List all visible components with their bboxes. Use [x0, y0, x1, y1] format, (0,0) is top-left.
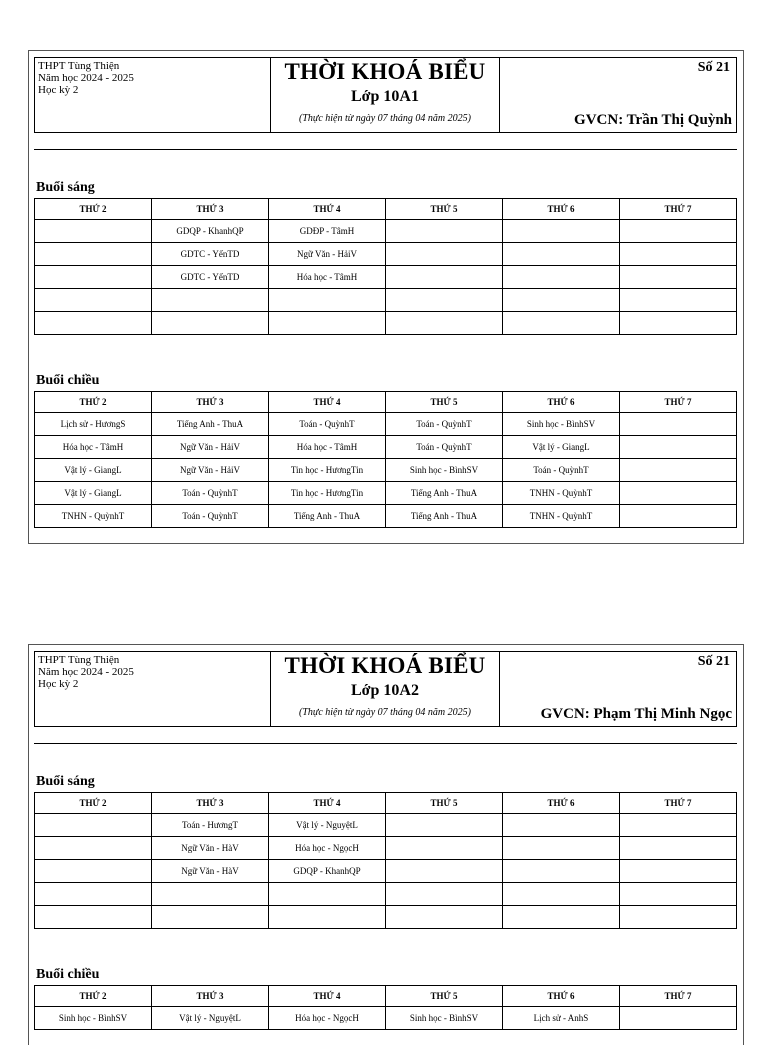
lesson-cell: TNHN - QuỳnhT [503, 482, 620, 505]
lesson-cell [503, 906, 620, 929]
lesson-cell [620, 837, 737, 860]
afternoon-schedule-table [34, 391, 737, 528]
day-header: THỨ 6 [503, 199, 620, 220]
table-header-row [35, 986, 737, 1007]
lesson-cell [620, 436, 737, 459]
lesson-cell: Hóa học - NgọcH [269, 1007, 386, 1030]
lesson-cell [35, 906, 152, 929]
table-row [35, 814, 737, 837]
lesson-cell: Sinh học - BìnhSV [503, 413, 620, 436]
morning-schedule-table [34, 792, 737, 929]
lesson-cell [35, 220, 152, 243]
lesson-cell [269, 289, 386, 312]
lesson-cell: Toán - QuỳnhT [152, 482, 269, 505]
lesson-cell: Tiếng Anh - ThuA [269, 505, 386, 528]
lesson-cell: Tiếng Anh - ThuA [152, 413, 269, 436]
lesson-cell [503, 243, 620, 266]
day-header: THỨ 6 [503, 392, 620, 413]
lesson-cell [620, 505, 737, 528]
lesson-cell [620, 906, 737, 929]
school-info-box [34, 651, 270, 727]
school-year: Năm học 2024 - 2025 [38, 666, 134, 678]
lesson-cell [620, 220, 737, 243]
lesson-cell [620, 459, 737, 482]
lesson-cell: GDQP - KhanhQP [269, 860, 386, 883]
lesson-cell [35, 814, 152, 837]
lesson-cell [35, 860, 152, 883]
school-year: Năm học 2024 - 2025 [38, 72, 134, 84]
lesson-cell: Ngữ Văn - HảiV [152, 436, 269, 459]
lesson-cell [35, 243, 152, 266]
lesson-cell [386, 312, 503, 335]
semester: Học kỳ 2 [38, 84, 79, 96]
day-header: THỨ 5 [386, 392, 503, 413]
afternoon-label: Buổi chiều [36, 373, 100, 388]
lesson-cell [620, 1007, 737, 1030]
lesson-cell [386, 266, 503, 289]
class-name: Lớp 10A2 [351, 682, 419, 699]
lesson-cell: Vật lý - GiangL [35, 459, 152, 482]
lesson-cell [152, 289, 269, 312]
title-box [270, 57, 500, 133]
day-header: THỨ 3 [152, 199, 269, 220]
table-row [35, 436, 737, 459]
table-row [35, 243, 737, 266]
table-row [35, 482, 737, 505]
table-row [35, 1007, 737, 1030]
day-header: THỨ 4 [269, 199, 386, 220]
lesson-cell: Toán - QuỳnhT [386, 436, 503, 459]
table-row [35, 837, 737, 860]
lesson-cell: Vật lý - NguyệtL [152, 1007, 269, 1030]
lesson-cell: Vật lý - GiangL [503, 436, 620, 459]
lesson-cell: Ngữ Văn - HảiV [152, 459, 269, 482]
lesson-cell [269, 312, 386, 335]
school-name: THPT Tùng Thiện [38, 60, 120, 72]
lesson-cell: Tiếng Anh - ThuA [386, 505, 503, 528]
lesson-cell [35, 289, 152, 312]
lesson-cell: Hóa học - TâmH [269, 436, 386, 459]
lesson-cell: Ngữ Văn - HàV [152, 860, 269, 883]
lesson-cell [35, 312, 152, 335]
lesson-cell [152, 906, 269, 929]
lesson-cell [386, 837, 503, 860]
table-row [35, 312, 737, 335]
page-title: THỜI KHOÁ BIỂU [284, 59, 486, 84]
lesson-cell: Sinh học - BìnhSV [386, 459, 503, 482]
lesson-cell [386, 243, 503, 266]
lesson-cell [269, 906, 386, 929]
lesson-cell: Tiếng Anh - ThuA [386, 482, 503, 505]
lesson-cell: TNHN - QuỳnhT [35, 505, 152, 528]
lesson-cell: Vật lý - GiangL [35, 482, 152, 505]
lesson-cell: Toán - QuỳnhT [269, 413, 386, 436]
effective-date: (Thực hiện từ ngày 07 tháng 04 năm 2025) [298, 113, 471, 124]
day-header: THỨ 4 [269, 392, 386, 413]
header-divider [34, 743, 737, 744]
page-title: THỜI KHOÁ BIỂU [284, 653, 486, 678]
effective-date: (Thực hiện từ ngày 07 tháng 04 năm 2025) [298, 707, 471, 718]
day-header: THỨ 6 [503, 793, 620, 814]
lesson-cell [620, 312, 737, 335]
day-header: THỨ 4 [269, 986, 386, 1007]
day-header: THỨ 7 [620, 199, 737, 220]
teacher-box [500, 651, 737, 727]
lesson-cell [503, 860, 620, 883]
timetable-sheet-10a1 [28, 50, 744, 544]
lesson-cell [503, 837, 620, 860]
lesson-cell: GDTC - YếnTD [152, 266, 269, 289]
lesson-cell [503, 266, 620, 289]
lesson-cell [152, 312, 269, 335]
school-info-box [34, 57, 270, 133]
day-header: THỨ 2 [35, 986, 152, 1007]
lesson-cell [386, 883, 503, 906]
day-header: THỨ 2 [35, 793, 152, 814]
title-box [270, 651, 500, 727]
lesson-cell: GDĐP - TâmH [269, 220, 386, 243]
morning-schedule-table [34, 198, 737, 335]
lesson-cell [620, 413, 737, 436]
issue-number: Số 21 [697, 654, 730, 669]
lesson-cell: Ngữ Văn - HàV [152, 837, 269, 860]
lesson-cell [35, 266, 152, 289]
day-header: THỨ 3 [152, 986, 269, 1007]
day-header: THỨ 3 [152, 392, 269, 413]
sheet-header [34, 651, 737, 729]
table-row [35, 459, 737, 482]
lesson-cell: Hóa học - NgọcH [269, 837, 386, 860]
lesson-cell [620, 243, 737, 266]
table-row [35, 860, 737, 883]
lesson-cell [386, 814, 503, 837]
lesson-cell: Hóa học - TâmH [269, 266, 386, 289]
lesson-cell [386, 906, 503, 929]
day-header: THỨ 2 [35, 392, 152, 413]
lesson-cell [620, 883, 737, 906]
day-header: THỨ 2 [35, 199, 152, 220]
day-header: THỨ 7 [620, 986, 737, 1007]
semester: Học kỳ 2 [38, 678, 79, 690]
lesson-cell [269, 883, 386, 906]
table-row [35, 883, 737, 906]
timetable-sheet-10a2 [28, 644, 744, 1045]
table-row [35, 266, 737, 289]
lesson-cell [152, 883, 269, 906]
homeroom-teacher: GVCN: Trần Thị Quỳnh [574, 112, 732, 128]
table-row [35, 220, 737, 243]
day-header: THỨ 7 [620, 793, 737, 814]
lesson-cell [620, 860, 737, 883]
issue-number: Số 21 [697, 60, 730, 75]
lesson-cell: Lịch sử - AnhS [503, 1007, 620, 1030]
lesson-cell: Toán - QuỳnhT [152, 505, 269, 528]
teacher-box [500, 57, 737, 133]
day-header: THỨ 5 [386, 986, 503, 1007]
lesson-cell [620, 289, 737, 312]
lesson-cell: Sinh học - BìnhSV [35, 1007, 152, 1030]
lesson-cell [386, 220, 503, 243]
lesson-cell [620, 266, 737, 289]
lesson-cell [386, 860, 503, 883]
lesson-cell: Toán - HươngT [152, 814, 269, 837]
afternoon-schedule-table [34, 985, 737, 1030]
table-row [35, 505, 737, 528]
homeroom-teacher: GVCN: Phạm Thị Minh Ngọc [540, 706, 732, 722]
lesson-cell: Sinh học - BìnhSV [386, 1007, 503, 1030]
table-row [35, 413, 737, 436]
school-name: THPT Tùng Thiện [38, 654, 120, 666]
lesson-cell: Vật lý - NguyệtL [269, 814, 386, 837]
header-divider [34, 149, 737, 150]
table-header-row [35, 793, 737, 814]
lesson-cell: Tin học - HươngTin [269, 482, 386, 505]
lesson-cell [503, 289, 620, 312]
lesson-cell: Lịch sử - HươngS [35, 413, 152, 436]
afternoon-label: Buổi chiều [36, 967, 100, 982]
lesson-cell: Toán - QuỳnhT [386, 413, 503, 436]
table-row [35, 289, 737, 312]
lesson-cell: Tin học - HươngTin [269, 459, 386, 482]
table-row [35, 906, 737, 929]
lesson-cell [35, 883, 152, 906]
lesson-cell [386, 289, 503, 312]
lesson-cell: Ngữ Văn - HảiV [269, 243, 386, 266]
lesson-cell [620, 814, 737, 837]
lesson-cell [35, 837, 152, 860]
morning-label: Buổi sáng [36, 774, 95, 789]
day-header: THỨ 7 [620, 392, 737, 413]
table-header-row [35, 392, 737, 413]
sheet-header [34, 57, 737, 135]
day-header: THỨ 4 [269, 793, 386, 814]
morning-label: Buổi sáng [36, 180, 95, 195]
lesson-cell: TNHN - QuỳnhT [503, 505, 620, 528]
lesson-cell: Toán - QuỳnhT [503, 459, 620, 482]
day-header: THỨ 5 [386, 793, 503, 814]
lesson-cell [503, 220, 620, 243]
lesson-cell: GDQP - KhanhQP [152, 220, 269, 243]
lesson-cell [503, 883, 620, 906]
day-header: THỨ 6 [503, 986, 620, 1007]
lesson-cell [503, 814, 620, 837]
lesson-cell [620, 482, 737, 505]
class-name: Lớp 10A1 [351, 88, 419, 105]
lesson-cell: Hóa học - TâmH [35, 436, 152, 459]
lesson-cell [503, 312, 620, 335]
day-header: THỨ 5 [386, 199, 503, 220]
lesson-cell: GDTC - YếnTD [152, 243, 269, 266]
table-header-row [35, 199, 737, 220]
day-header: THỨ 3 [152, 793, 269, 814]
